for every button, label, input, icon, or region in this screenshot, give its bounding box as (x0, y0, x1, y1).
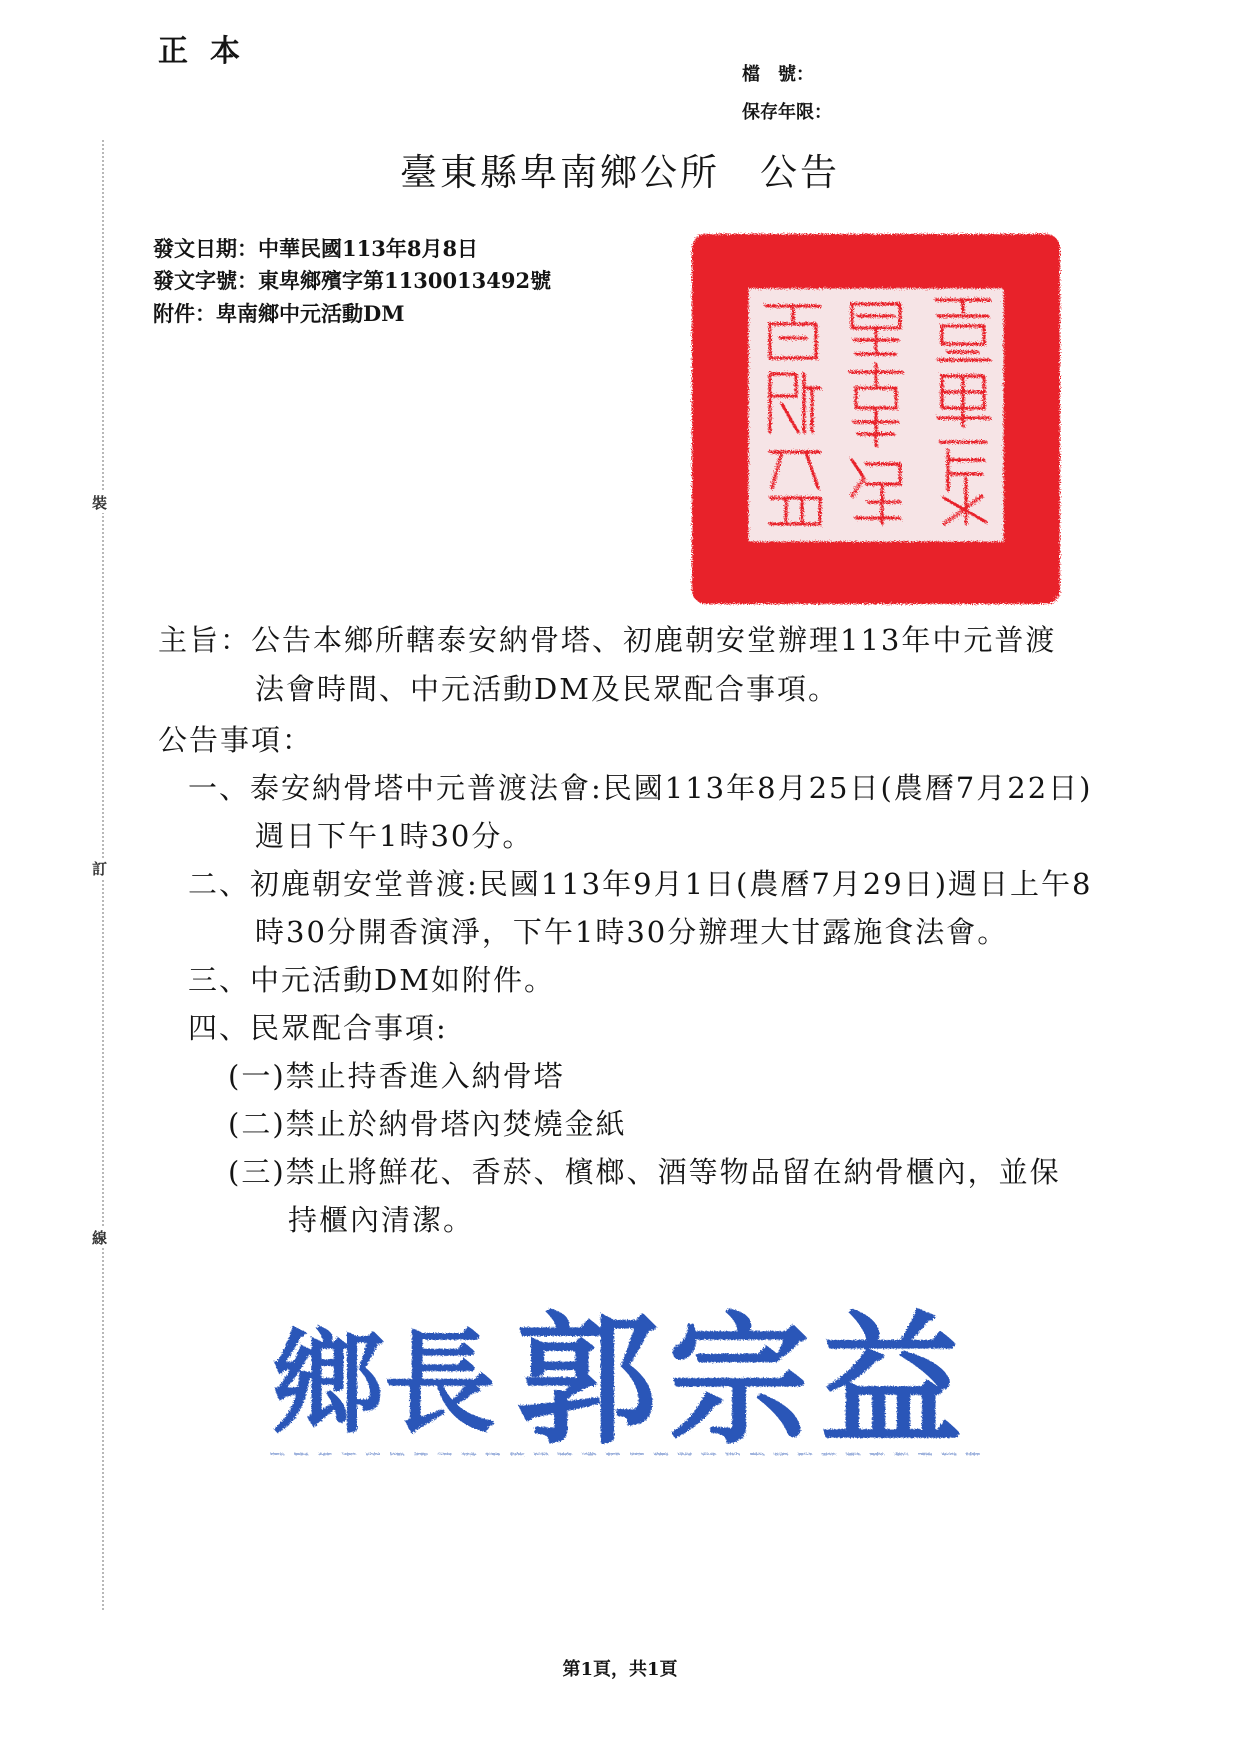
sub-item-1: (一)禁止持香進入納骨塔 (228, 1059, 565, 1093)
binding-mark-zhuang: 裝 (92, 494, 108, 512)
announcement-items-heading: 公告事項： (158, 723, 314, 757)
copy-label: 正本 (158, 34, 262, 69)
archive-number-label: 檔 號： (742, 64, 814, 85)
sub-item-3-line-2: 持櫃內清潔。 (288, 1203, 475, 1237)
sub-item-2: (二)禁止於納骨塔內焚燒金紙 (228, 1107, 627, 1141)
mayor-signature-stamp (266, 1292, 996, 1468)
item-2-line-2: 時30分開香演淨，下午1時30分辦理大甘露施食法會。 (255, 915, 1009, 949)
subject-line-1: 主旨：公告本鄉所轄泰安納骨塔、初鹿朝安堂辦理113年中元普渡 (158, 623, 1057, 657)
attachment-field: 附件：卑南鄉中元活動DM (153, 301, 405, 326)
item-4: 四、民眾配合事項: (188, 1011, 448, 1045)
signature-name: 郭宗益 (516, 1298, 972, 1464)
binding-mark-xian: 線 (92, 1229, 108, 1247)
binding-mark-ding: 訂 (92, 860, 108, 878)
item-2-line-1: 二、初鹿朝安堂普渡:民國113年9月1日(農曆7月29日)週日上午8 (188, 867, 1093, 901)
page-footer: 第1頁，共1頁 (562, 1659, 678, 1680)
signature-title: 鄉長 (272, 1318, 496, 1449)
item-1-line-1: 一、泰安納骨塔中元普渡法會:民國113年8月25日(農曆7月22日) (188, 771, 1093, 805)
document-title: 臺東縣卑南鄉公所 公告 (400, 151, 840, 194)
sub-item-3-line-1: (三)禁止將鮮花、香菸、檳榔、酒等物品留在納骨櫃內，並保 (228, 1155, 1061, 1189)
item-3: 三、中元活動DM如附件。 (188, 963, 555, 997)
retention-period-label: 保存年限： (742, 102, 832, 123)
item-1-line-2: 週日下午1時30分。 (255, 819, 534, 853)
official-seal (686, 228, 1066, 610)
issue-date: 發文日期：中華民國113年8月8日 (153, 236, 479, 261)
document-number: 發文字號：東卑鄉殯字第1130013492號 (153, 268, 552, 293)
subject-line-2: 法會時間、中元活動DM及民眾配合事項。 (255, 672, 839, 706)
